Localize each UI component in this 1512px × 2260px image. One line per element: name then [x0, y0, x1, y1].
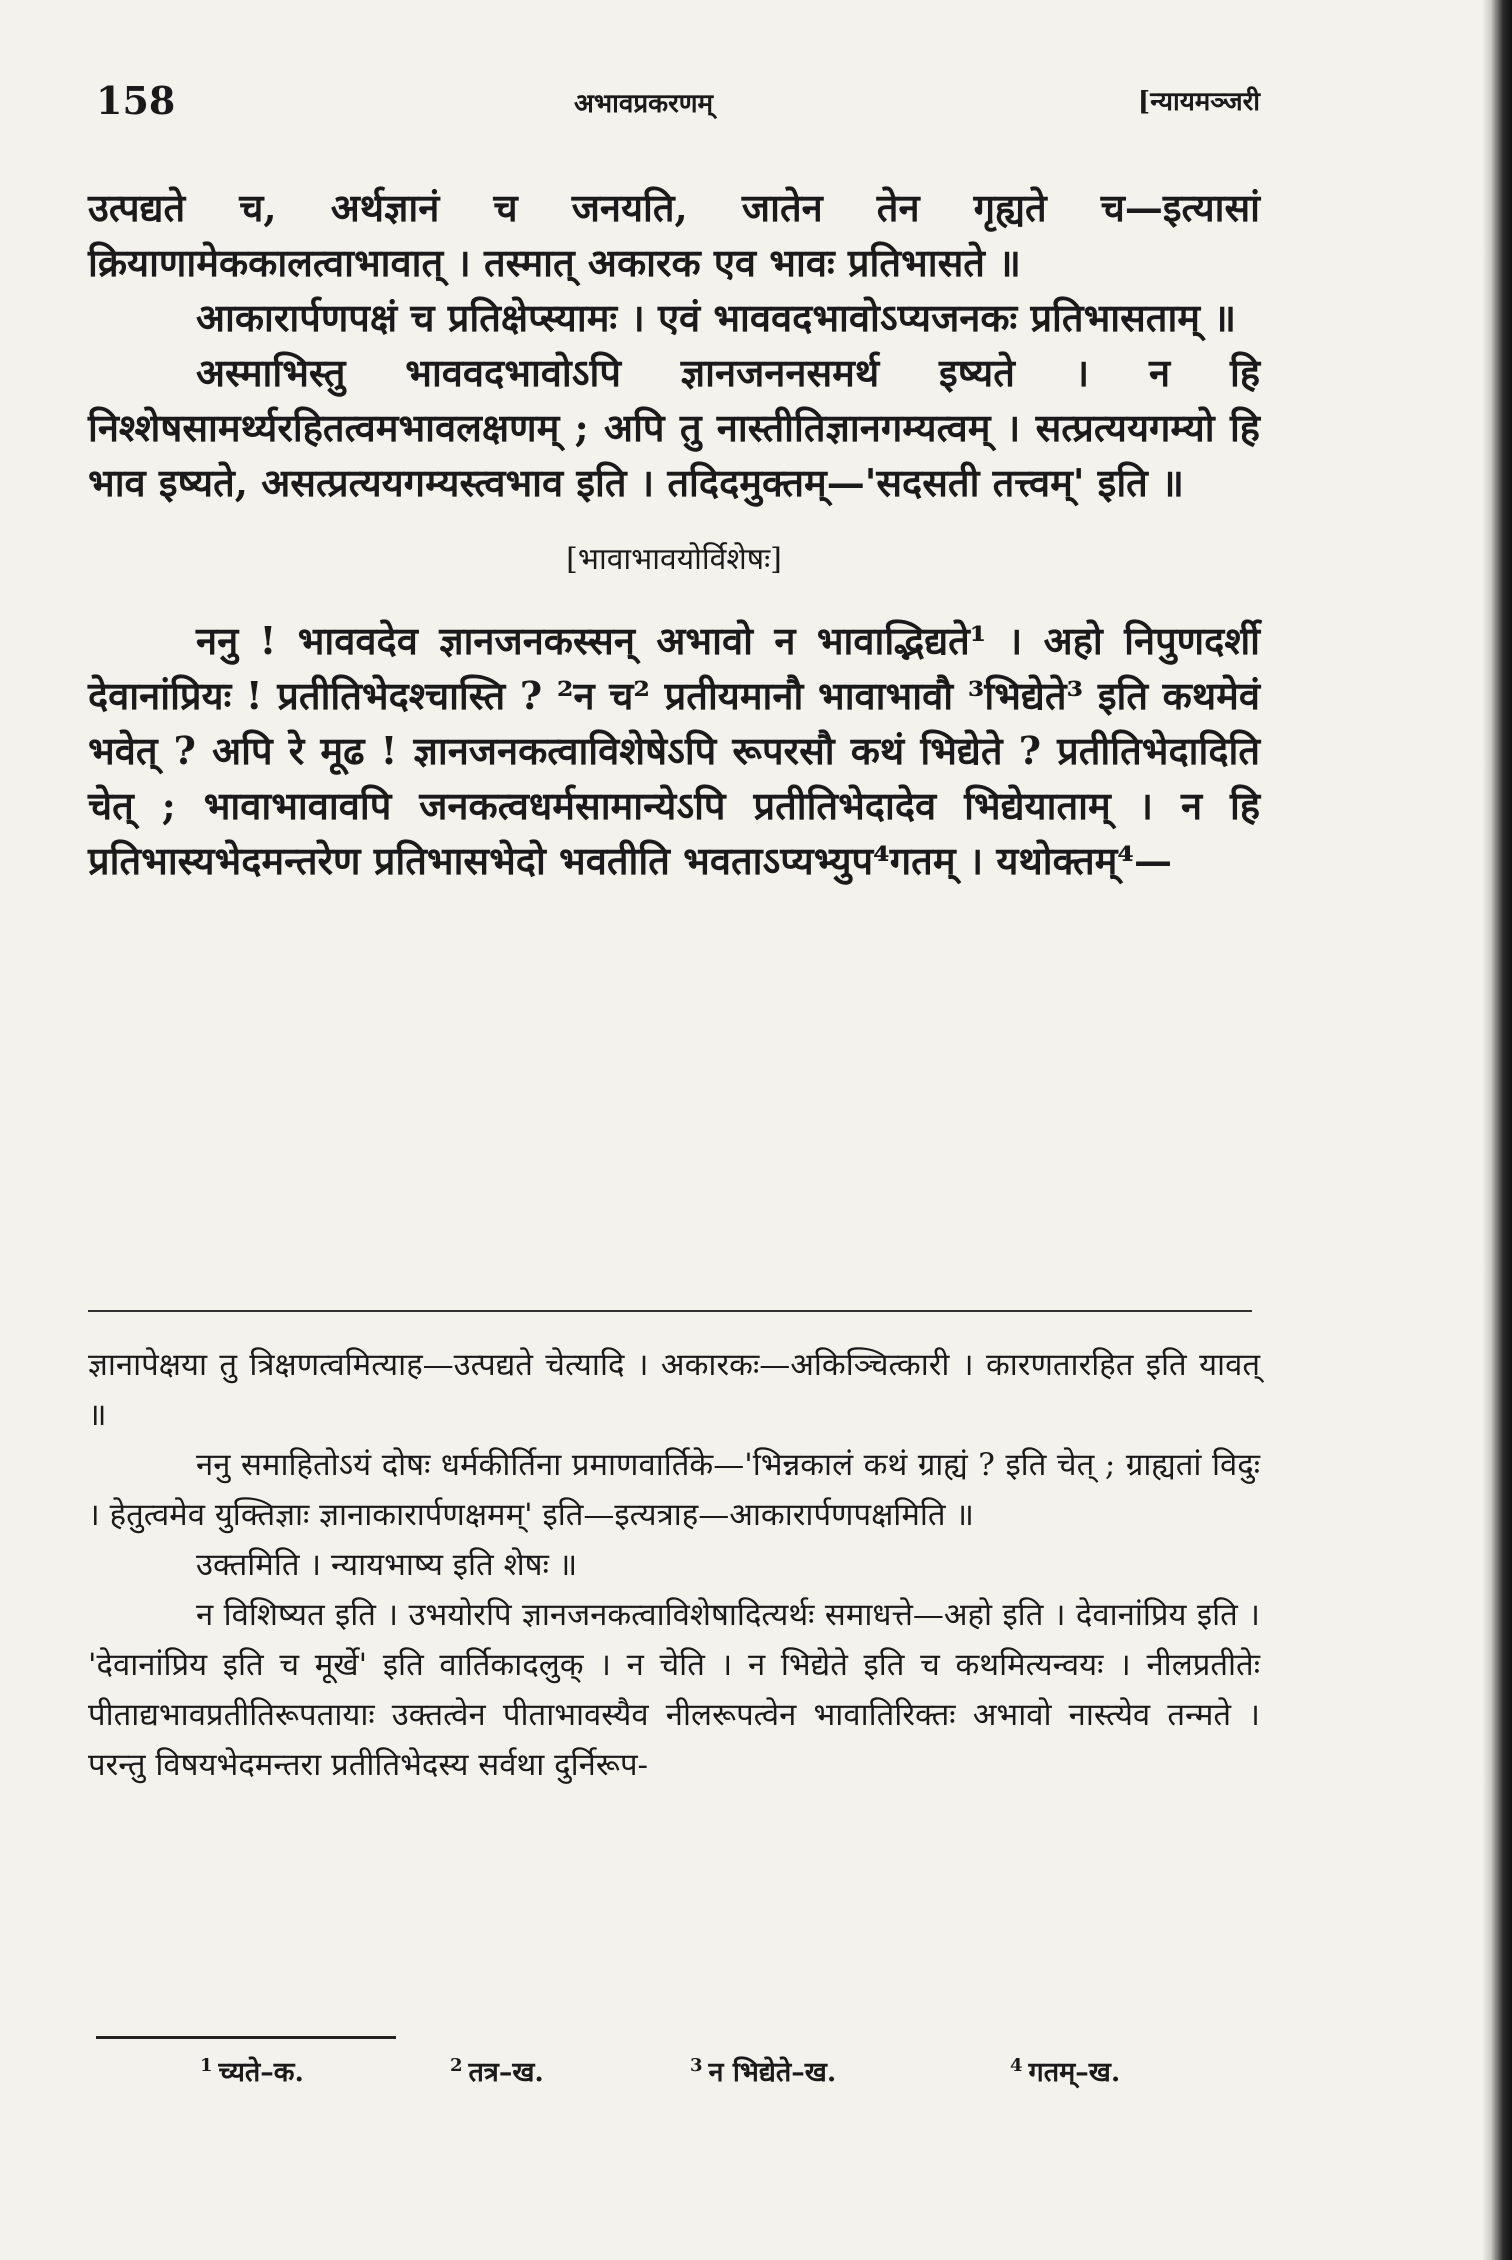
footnote	[450, 2052, 544, 2089]
main-text	[88, 180, 1260, 888]
binding-shadow	[1482, 0, 1490, 2260]
footnote-text: गतम्–ख.	[1028, 2057, 1121, 2088]
commentary-divider	[88, 1310, 1252, 1312]
main-paragraph: आकारार्पणपक्षं च प्रतिक्षेप्स्यामः । एवं भाववदभावोऽप्यजनकः प्रतिभासताम् ॥	[196, 295, 1237, 340]
footnote	[1010, 2052, 1120, 2089]
footnotes	[200, 2052, 1260, 2102]
book-binding-edge	[1490, 0, 1512, 2260]
main-paragraph: ननु ! भाववदेव ज्ञानजनकस्सन् अभावो न भावाद्भिद्यते¹ । अहो निपुणदर्शी देवानांप्रियः ! प्रतीतिभेदश्चास्ति ? ²न च² प्रतीयमानौ भावाभावौ ³भिद्येते³ इति कथमेवं भवेत् ? अपि रे मूढ ! ज्ञानजनकत्वाविशेषेऽपि रूपरसौ कथं भिद्येते ? प्रतीतिभेदादिति चेत् ; भावाभावावपि जनकत्वधर्मसामान्येऽपि प्रतीतिभेदादेव भिद्येयाताम् । न हि प्रतिभास्यभेदमन्तरेण प्रतिभासभेदो भवतीति भवताऽप्यभ्युप⁴गतम् । यथोक्तम्⁴—	[88, 618, 1260, 883]
footnote	[200, 2052, 304, 2089]
footnote-number: 2	[450, 2055, 463, 2076]
footnote-text: तत्र–ख.	[468, 2057, 544, 2088]
commentary-paragraph: न विशिष्यत इति । उभयोरपि ज्ञानजनकत्वाविशेषादित्यर्थः समाधत्ते—अहो इति । देवानांप्रिय इति । 'देवानांप्रिय इति च मूर्खे' इति वार्तिकादलुक् । न चेति । न भिद्येते इति च कथमित्यन्वयः । नीलप्रतीतेः पीताद्यभावप्रतीतिरूपतायाः उक्तत्वेन पीताभावस्यैव नीलरूपत्वेन भावातिरिक्तः अभावो नास्त्येव तन्मते । परन्तु विषयभेदमन्तरा प्रतीतिभेदस्य सर्वथा दुर्निरूप-	[88, 1597, 1260, 1783]
section-heading: [भावाभावयोर्विशेषः]	[566, 542, 782, 577]
page-header	[96, 78, 1260, 138]
commentary-paragraph: ननु समाहितोऽयं दोषः धर्मकीर्तिना प्रमाणवार्तिके—'भिन्नकालं कथं ग्राह्यं ? इति चेत् ; ग्राह्यतां विदुः । हेतुत्वमेव युक्तिज्ञाः ज्ञानाकारार्पणक्षमम्' इति—इत्यत्राह—आकारार्पणपक्षमिति ॥	[88, 1447, 1260, 1533]
footnote-text: न भिद्येते–ख.	[708, 2057, 837, 2088]
footnote-number: 3	[690, 2055, 703, 2076]
commentary	[88, 1340, 1260, 1790]
commentary-paragraph: उक्तमिति । न्यायभाष्य इति शेषः ॥	[196, 1547, 578, 1583]
running-title: अभावप्रकरणम्	[574, 89, 714, 119]
footnote-divider	[96, 2036, 396, 2039]
page-number: 158	[96, 78, 176, 123]
main-paragraph: उत्पद्यते च, अर्थज्ञानं च जनयति, जातेन तेन गृह्यते च—इत्यासां क्रियाणामेककालत्वाभावात् । तस्मात् अकारक एव भावः प्रतिभासते ॥	[88, 185, 1260, 285]
footnote-text: च्यते–क.	[218, 2057, 304, 2088]
main-paragraph: अस्माभिस्तु भाववदभावोऽपि ज्ञानजननसमर्थ इष्यते । न हि निश्शेषसामर्थ्यरहितत्वमभावलक्षणम् ; अपि तु नास्तीतिज्ञानगम्यत्वम् । सत्प्रत्ययगम्यो हि भाव इष्यते, असत्प्रत्ययगम्यस्त्वभाव इति । तदिदमुक्तम्—'सदसती तत्त्वम्' इति ॥	[88, 350, 1260, 505]
footnote	[690, 2052, 836, 2089]
book-section-title: [न्यायमञ्जरी	[1137, 87, 1260, 117]
footnote-number: 4	[1010, 2055, 1023, 2076]
footnote-number: 1	[200, 2055, 213, 2076]
commentary-paragraph: ज्ञानापेक्षया तु त्रिक्षणत्वमित्याह—उत्पद्यते चेत्यादि । अकारकः—अकिञ्चित्कारी । कारणतारहित इति यावत् ॥	[88, 1347, 1260, 1433]
